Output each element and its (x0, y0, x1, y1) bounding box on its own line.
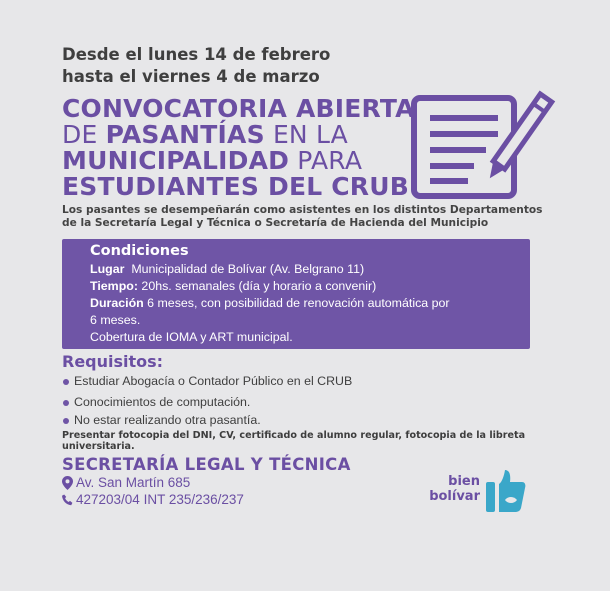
list-item-text: Conocimientos de computación. (74, 395, 251, 409)
bullet-icon (63, 379, 69, 385)
condition-label: Lugar (90, 262, 125, 276)
note-line: universitaria. (62, 441, 135, 452)
phone-text: 427203/04 INT 235/236/237 (76, 492, 244, 507)
contact-info (62, 474, 244, 508)
date-end: hasta el viernes 4 de marzo (62, 67, 320, 86)
note-line: Presentar fotocopia del DNI, CV, certificado de alumno regular, fotocopia de la libreta (62, 430, 526, 441)
headline (62, 96, 415, 200)
secretaria-title: SECRETARÍA LEGAL Y TÉCNICA (62, 455, 351, 474)
list-item-text: Estudiar Abogacía o Contador Público en el CRUB (74, 374, 353, 388)
condition-value: Municipalidad de Bolívar (Av. Belgrano 11) (131, 262, 365, 276)
bien-bolivar-logo (420, 468, 530, 518)
list-item (62, 412, 352, 429)
headline-line-4 (62, 174, 415, 200)
headline-text: CONVOCATORIA ABIERTA (62, 94, 415, 123)
headline-text: PARA (297, 146, 363, 175)
condition-label: Tiempo: (90, 279, 138, 293)
list-item (62, 394, 352, 411)
condition-duracion (90, 295, 522, 312)
intro-text (62, 204, 543, 230)
thumbs-up-icon (484, 468, 526, 514)
logo-word: bolívar (429, 489, 480, 504)
condition-tiempo (90, 278, 522, 295)
list-item-text: No estar realizando otra pasantía. (74, 413, 261, 427)
condition-value: 20hs. semanales (día y horario a convenir) (141, 279, 377, 293)
phone-line (62, 491, 244, 508)
headline-text: PASANTÍAS (105, 120, 265, 149)
requisitos-title: Requisitos: (62, 352, 164, 371)
condition-cobertura: Cobertura de IOMA y ART municipal. (90, 330, 293, 344)
address-text: Av. San Martín 685 (76, 475, 191, 490)
date-start: Desde el lunes 14 de febrero (62, 45, 331, 64)
intro-line: Los pasantes se desempeñarán como asistentes en los distintos Departamentos (62, 204, 543, 216)
headline-text: DE (62, 120, 98, 149)
conditions-title: Condiciones (90, 243, 189, 259)
bullet-icon (63, 400, 69, 406)
condition-duracion-cont: 6 meses. (90, 313, 141, 327)
headline-line-3 (62, 148, 415, 174)
map-pin-icon (62, 476, 73, 490)
logo-word: bien (448, 474, 480, 489)
condition-value: 6 meses, con posibilidad de renovación automática por (147, 296, 450, 310)
list-item (62, 373, 352, 390)
address-line (62, 474, 244, 491)
headline-text: ESTUDIANTES DEL CRUB (62, 172, 410, 201)
headline-line-2 (62, 122, 415, 148)
dates-block (62, 44, 330, 88)
present-documents-note (62, 430, 542, 452)
condition-lugar (90, 261, 522, 278)
headline-text: EN LA (272, 120, 348, 149)
bullet-icon (63, 418, 69, 424)
conditions-box (62, 239, 530, 349)
document-pencil-icon (410, 90, 556, 202)
requisitos-list (62, 373, 352, 429)
headline-text: MUNICIPALIDAD (62, 146, 290, 175)
phone-icon (62, 494, 73, 506)
condition-label: Duración (90, 296, 144, 310)
intro-line: de la Secretaría Legal y Técnica o Secretaría de Hacienda del Municipio (62, 217, 489, 229)
logo-text (420, 474, 480, 504)
headline-line-1 (62, 96, 415, 122)
